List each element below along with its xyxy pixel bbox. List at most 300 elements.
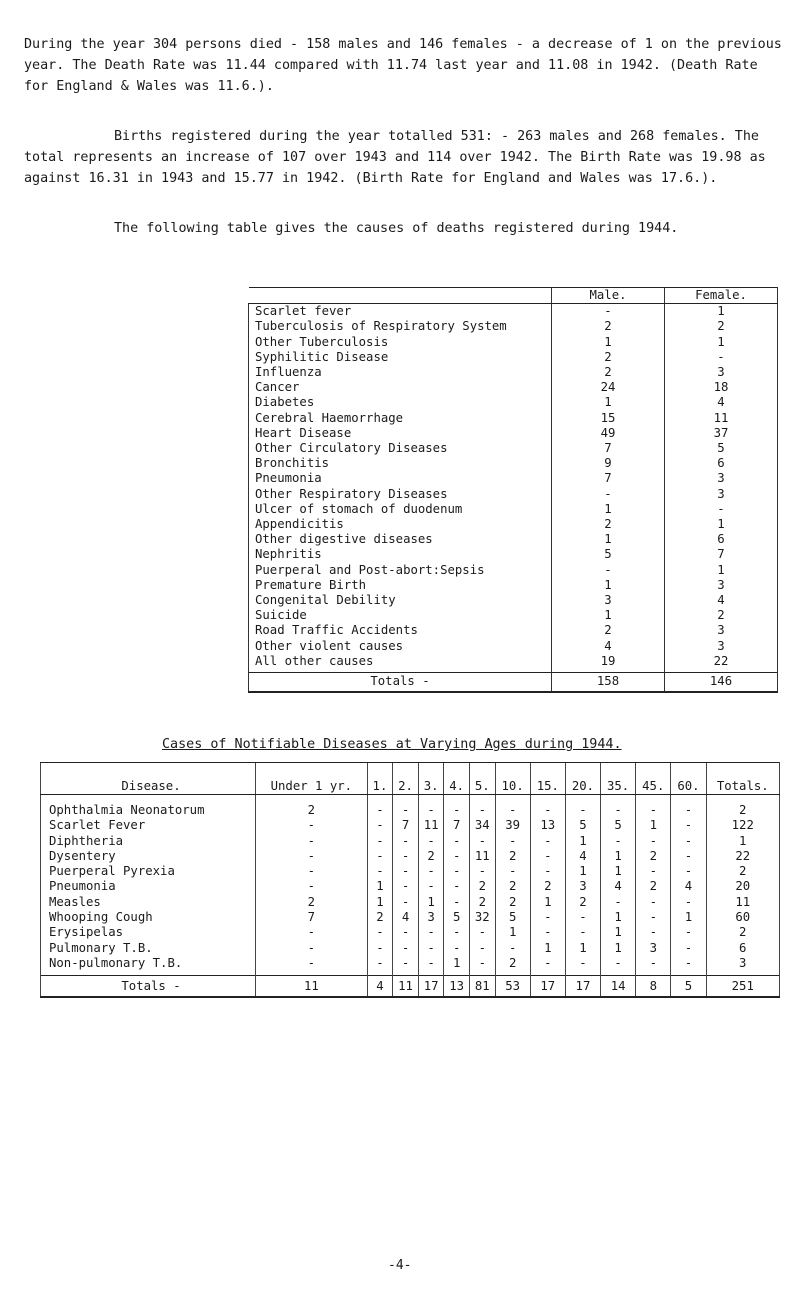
case-count-cell: - [393,864,419,879]
case-count-cell: - [636,925,671,940]
case-count-cell: - [530,864,565,879]
disease-name-cell: Measles [41,895,256,910]
totals-male: 158 [552,673,665,693]
case-count-cell: 1 [444,956,470,976]
table-row [249,593,778,608]
case-count-cell: - [444,834,470,849]
cause-cause-cell: Cancer [249,380,552,395]
case-count-cell: - [367,795,393,819]
case-count-cell: - [418,956,444,976]
case-count-cell: - [256,864,368,879]
case-count-cell: 2 [636,849,671,864]
case-count-cell: - [256,849,368,864]
cause-female-cell: 2 [665,608,778,623]
case-count-cell: 2 [706,925,780,940]
cause-male-cell: 2 [552,350,665,365]
case-count-cell: 1 [706,834,780,849]
case-count-cell: - [444,879,470,894]
cause-male-cell: 1 [552,335,665,350]
table-intro-paragraph [24,218,784,239]
cause-cause-cell: All other causes [249,654,552,673]
table-row [41,834,780,849]
column-header: 45. [636,763,671,795]
column-header: Under 1 yr. [256,763,368,795]
case-count-cell: 2 [565,895,600,910]
header-male: Male. [552,288,665,304]
table-row [249,654,778,673]
totals-cell: 17 [565,976,600,998]
disease-name-cell: Erysipelas [41,925,256,940]
case-count-cell: 2 [256,795,368,819]
case-count-cell: - [565,956,600,976]
cause-male-cell: 2 [552,319,665,334]
table-row [41,818,780,833]
case-count-cell: - [636,795,671,819]
cause-female-cell: - [665,502,778,517]
cause-male-cell: 2 [552,365,665,380]
totals-cell: 11 [256,976,368,998]
case-count-cell: 1 [601,864,636,879]
case-count-cell: - [565,925,600,940]
case-count-cell: - [530,956,565,976]
table-row [249,380,778,395]
case-count-cell: - [393,795,419,819]
case-count-cell: 4 [393,910,419,925]
case-count-cell: - [444,849,470,864]
table-row [249,532,778,547]
case-count-cell: - [636,895,671,910]
cause-male-cell: 1 [552,578,665,593]
case-count-cell: - [530,834,565,849]
case-count-cell: 13 [530,818,565,833]
cause-cause-cell: Congenital Debility [249,593,552,608]
cause-cause-cell: Other Tuberculosis [249,335,552,350]
cause-female-cell: 22 [665,654,778,673]
column-header: 1. [367,763,393,795]
cause-female-cell: 37 [665,426,778,441]
case-count-cell: 1 [601,910,636,925]
cause-cause-cell: Premature Birth [249,578,552,593]
table-row [249,319,778,334]
case-count-cell: - [367,849,393,864]
table-row [41,879,780,894]
case-count-cell: - [393,879,419,894]
notifiable-heading: Cases of Notifiable Diseases at Varying Ages during 1944. [162,737,622,752]
case-count-cell: - [367,834,393,849]
table-row [249,335,778,350]
column-header: 15. [530,763,565,795]
case-count-cell: 1 [565,834,600,849]
column-header: 10. [495,763,530,795]
disease-name-cell: Ophthalmia Neonatorum [41,795,256,819]
case-count-cell: - [367,818,393,833]
cause-male-cell: 7 [552,441,665,456]
cause-male-cell: - [552,487,665,502]
cause-female-cell: 7 [665,547,778,562]
case-count-cell: 20 [706,879,780,894]
cause-male-cell: 49 [552,426,665,441]
case-count-cell: 60 [706,910,780,925]
case-count-cell: 22 [706,849,780,864]
cause-female-cell: 3 [665,639,778,654]
case-count-cell: - [367,925,393,940]
case-count-cell: - [393,834,419,849]
totals-cell: 11 [393,976,419,998]
case-count-cell: 11 [469,849,495,864]
cause-female-cell: 4 [665,593,778,608]
case-count-cell: 2 [636,879,671,894]
cause-male-cell: - [552,304,665,320]
cause-female-cell: 6 [665,456,778,471]
table-row [249,456,778,471]
cause-cause-cell: Syphilitic Disease [249,350,552,365]
case-count-cell: - [671,849,706,864]
cause-female-cell: 3 [665,365,778,380]
case-count-cell: - [256,925,368,940]
case-count-cell: 1 [367,895,393,910]
case-count-cell: - [495,795,530,819]
totals-female: 146 [665,673,778,693]
notifiable-table-body [41,795,780,976]
table-row [249,395,778,410]
case-count-cell: 7 [444,818,470,833]
case-count-cell: - [418,925,444,940]
cause-male-cell: 1 [552,532,665,547]
table-row [41,795,780,819]
table-row [249,502,778,517]
case-count-cell: - [367,864,393,879]
causes-totals-row [249,673,778,693]
case-count-cell: - [636,910,671,925]
case-count-cell: - [367,941,393,956]
cause-male-cell: 1 [552,395,665,410]
case-count-cell: - [418,879,444,894]
case-count-cell: - [256,818,368,833]
cause-female-cell: 5 [665,441,778,456]
case-count-cell: 2 [495,879,530,894]
causes-of-death-table [248,287,778,693]
cause-cause-cell: Other Respiratory Diseases [249,487,552,502]
cause-cause-cell: Cerebral Haemorrhage [249,411,552,426]
disease-name-cell: Non-pulmonary T.B. [41,956,256,976]
case-count-cell: - [671,941,706,956]
totals-cell: 5 [671,976,706,998]
cause-female-cell: 4 [665,395,778,410]
column-header: Totals. [706,763,780,795]
case-count-cell: 3 [418,910,444,925]
cause-female-cell: 1 [665,304,778,320]
case-count-cell: - [418,795,444,819]
case-count-cell: 39 [495,818,530,833]
case-count-cell: 1 [495,925,530,940]
case-count-cell: 34 [469,818,495,833]
disease-name-cell: Pneumonia [41,879,256,894]
table-row [249,578,778,593]
case-count-cell: - [418,834,444,849]
case-count-cell: - [444,895,470,910]
case-count-cell: 4 [671,879,706,894]
case-count-cell: - [671,834,706,849]
case-count-cell: - [256,879,368,894]
disease-name-cell: Dysentery [41,849,256,864]
totals-label: Totals - [41,976,256,998]
case-count-cell: 3 [706,956,780,976]
case-count-cell: 1 [671,910,706,925]
column-header: 3. [418,763,444,795]
case-count-cell: 3 [565,879,600,894]
cause-cause-cell: Heart Disease [249,426,552,441]
cause-female-cell: 3 [665,487,778,502]
table-row [249,441,778,456]
case-count-cell: 2 [469,879,495,894]
table-row [249,304,778,320]
cause-cause-cell: Other Circulatory Diseases [249,441,552,456]
table-row [249,563,778,578]
table-row [249,487,778,502]
case-count-cell: - [393,925,419,940]
case-count-cell: - [367,956,393,976]
case-count-cell: 1 [530,941,565,956]
totals-cell: 14 [601,976,636,998]
cause-cause-cell: Ulcer of stomach of duodenum [249,502,552,517]
totals-cell: 251 [706,976,780,998]
cause-female-cell: 11 [665,411,778,426]
cause-cause-cell: Suicide [249,608,552,623]
totals-cell: 53 [495,976,530,998]
cause-male-cell: 2 [552,517,665,532]
case-count-cell: - [671,864,706,879]
case-count-cell: 2 [495,849,530,864]
cause-male-cell: 19 [552,654,665,673]
case-count-cell: - [256,956,368,976]
disease-name-cell: Puerperal Pyrexia [41,864,256,879]
births-text: Births registered during the year totalled 531: - 263 males and 268 females. The total represents an increase of 107 over 1943 and 114 over 1942. The Birth Rate was 19.98 as against 16.31 in 1943 and 15.77 in 1942. (Birth Rate for England and Wales was 17.6.). [24,129,774,186]
cause-female-cell: 3 [665,623,778,638]
case-count-cell: 2 [706,864,780,879]
case-count-cell: - [565,795,600,819]
page-number: -4- [388,1258,412,1273]
cause-male-cell: 7 [552,471,665,486]
cause-cause-cell: Appendicitis [249,517,552,532]
case-count-cell: 122 [706,818,780,833]
table-row [41,849,780,864]
cause-female-cell: 1 [665,517,778,532]
table-row [41,956,780,976]
totals-cell: 81 [469,976,495,998]
cause-cause-cell: Bronchitis [249,456,552,471]
case-count-cell: 2 [418,849,444,864]
column-header: 60. [671,763,706,795]
case-count-cell: 2 [530,879,565,894]
notifiable-diseases-table [40,762,780,998]
table-row [249,471,778,486]
case-count-cell: - [418,941,444,956]
case-count-cell: - [256,834,368,849]
case-count-cell: - [418,864,444,879]
deaths-paragraph: During the year 304 persons died - 158 males and 146 females - a decrease of 1 on the previous year. The Death Rate was 11.44 compared with 11.74 last year and 11.08 in 1942. (Death Rate for England & Wales was 11.6.). [24,37,790,94]
case-count-cell: 4 [565,849,600,864]
cause-cause-cell: Scarlet fever [249,304,552,320]
cause-cause-cell: Road Traffic Accidents [249,623,552,638]
column-header: Disease. [41,763,256,795]
totals-cell: 8 [636,976,671,998]
case-count-cell: - [469,925,495,940]
notifiable-header-row [41,763,780,795]
case-count-cell: - [636,956,671,976]
column-header: 4. [444,763,470,795]
case-count-cell: - [469,941,495,956]
case-count-cell: 11 [706,895,780,910]
cause-male-cell: 4 [552,639,665,654]
table-row [249,608,778,623]
case-count-cell: - [530,925,565,940]
table-intro-text: The following table gives the causes of deaths registered during 1944. [114,221,679,236]
table-row [41,925,780,940]
case-count-cell: 2 [367,910,393,925]
case-count-cell: 11 [418,818,444,833]
case-count-cell: - [393,895,419,910]
case-count-cell: 1 [601,925,636,940]
totals-cell: 4 [367,976,393,998]
case-count-cell: 1 [565,941,600,956]
case-count-cell: 1 [601,849,636,864]
case-count-cell: - [469,864,495,879]
case-count-cell: - [530,910,565,925]
cause-female-cell: 1 [665,563,778,578]
cause-male-cell: 1 [552,608,665,623]
cause-cause-cell: Diabetes [249,395,552,410]
case-count-cell: 1 [636,818,671,833]
column-header: 5. [469,763,495,795]
cause-cause-cell: Influenza [249,365,552,380]
case-count-cell: - [444,925,470,940]
notifiable-totals-row [41,976,780,998]
case-count-cell: - [636,864,671,879]
table-row [249,517,778,532]
disease-name-cell: Scarlet Fever [41,818,256,833]
table-row [249,350,778,365]
case-count-cell: - [671,895,706,910]
case-count-cell: - [444,795,470,819]
cause-female-cell: 6 [665,532,778,547]
case-count-cell: - [530,849,565,864]
column-header: 2. [393,763,419,795]
case-count-cell: - [495,941,530,956]
case-count-cell: - [671,925,706,940]
cause-male-cell: 5 [552,547,665,562]
case-count-cell: - [469,956,495,976]
cause-cause-cell: Other digestive diseases [249,532,552,547]
table-row [249,547,778,562]
case-count-cell: - [495,834,530,849]
case-count-cell: 1 [601,941,636,956]
case-count-cell: - [469,795,495,819]
case-count-cell: - [565,910,600,925]
table-row [41,910,780,925]
case-count-cell: - [671,795,706,819]
header-female: Female. [665,288,778,304]
cause-female-cell: 1 [665,335,778,350]
case-count-cell: 2 [706,795,780,819]
case-count-cell: 2 [256,895,368,910]
cause-male-cell: 15 [552,411,665,426]
causes-table-body [249,304,778,673]
case-count-cell: - [601,895,636,910]
case-count-cell: - [636,834,671,849]
case-count-cell: - [495,864,530,879]
case-count-cell: - [393,941,419,956]
cause-cause-cell: Puerperal and Post-abort:Sepsis [249,563,552,578]
table-row [249,411,778,426]
case-count-cell: 6 [706,941,780,956]
case-count-cell: 32 [469,910,495,925]
cause-male-cell: 2 [552,623,665,638]
cause-cause-cell: Pneumonia [249,471,552,486]
table-row [249,639,778,654]
case-count-cell: 5 [565,818,600,833]
case-count-cell: - [671,956,706,976]
disease-name-cell: Diphtheria [41,834,256,849]
case-count-cell: - [601,795,636,819]
cause-male-cell: 1 [552,502,665,517]
case-count-cell: - [469,834,495,849]
cause-cause-cell: Tuberculosis of Respiratory System [249,319,552,334]
case-count-cell: 5 [495,910,530,925]
totals-cell: 13 [444,976,470,998]
column-header: 35. [601,763,636,795]
case-count-cell: - [601,834,636,849]
case-count-cell: - [671,818,706,833]
case-count-cell: 1 [367,879,393,894]
case-count-cell: 7 [393,818,419,833]
cause-cause-cell: Nephritis [249,547,552,562]
case-count-cell: 1 [530,895,565,910]
case-count-cell: 1 [565,864,600,879]
case-count-cell: 1 [418,895,444,910]
table-row [249,623,778,638]
disease-name-cell: Whooping Cough [41,910,256,925]
totals-cell: 17 [418,976,444,998]
case-count-cell: 4 [601,879,636,894]
case-count-cell: 5 [444,910,470,925]
case-count-cell: - [393,956,419,976]
table-row [249,426,778,441]
case-count-cell: - [393,849,419,864]
cause-male-cell: 3 [552,593,665,608]
case-count-cell: - [601,956,636,976]
column-header: 20. [565,763,600,795]
case-count-cell: 3 [636,941,671,956]
cause-cause-cell: Other violent causes [249,639,552,654]
table-row [249,365,778,380]
cause-female-cell: 3 [665,578,778,593]
table-row [41,864,780,879]
case-count-cell: 2 [469,895,495,910]
totals-label: Totals - [249,673,552,693]
table-row [41,941,780,956]
cause-male-cell: - [552,563,665,578]
case-count-cell: 5 [601,818,636,833]
totals-cell: 17 [530,976,565,998]
cause-female-cell: 18 [665,380,778,395]
cause-male-cell: 9 [552,456,665,471]
cause-female-cell: 2 [665,319,778,334]
disease-name-cell: Pulmonary T.B. [41,941,256,956]
case-count-cell: - [444,864,470,879]
table-row [41,895,780,910]
case-count-cell: - [444,941,470,956]
case-count-cell: - [256,941,368,956]
